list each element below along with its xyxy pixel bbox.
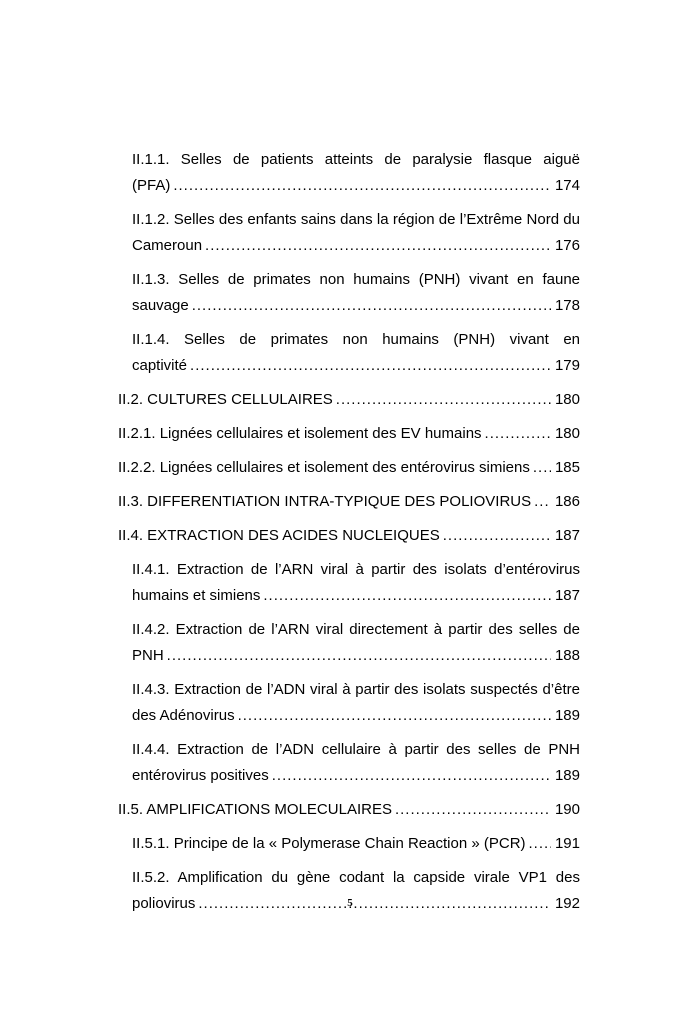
toc-entry-title-cont: Cameroun [132,237,203,254]
toc-entry-page: 180 [554,391,580,408]
toc-entry-title: II.5.2. Amplification du gène codant la capside virale VP1 des [132,869,580,886]
dot-leader [173,173,551,199]
toc-entry[interactable] [118,737,580,789]
toc-entry-title: II.4.2. Extraction de l’ARN viral directement à partir des selles de [132,621,580,638]
dot-leader [272,763,551,789]
toc-entry-title: II.1.1. Selles de patients atteints de paralysie flasque aiguë [132,151,580,168]
toc-entry-page: 189 [554,707,580,724]
toc-entry-page: 185 [554,459,580,476]
toc-entry-title-cont: des Adénovirus [132,707,235,724]
toc-entry[interactable] [118,207,580,259]
toc-entry-title-cont: sauvage [132,297,189,314]
toc-entry-page: 179 [554,357,580,374]
dot-leader [533,455,551,481]
toc-entry[interactable] [118,387,580,413]
dot-leader [443,523,551,549]
toc-entry-title: II.1.4. Selles de primates non humains (PNH) vivant en [132,331,580,348]
toc-entry-title-cont: (PFA) [132,177,171,194]
toc-entry-page: 176 [554,237,580,254]
toc-entry-title: II.5. AMPLIFICATIONS MOLECULAIRES [118,801,392,818]
toc-entry-page: 192 [554,895,580,912]
toc-entry-title-cont: PNH [132,647,164,664]
toc-entry[interactable] [118,677,580,729]
toc-entry[interactable] [118,865,580,917]
dot-leader [190,353,551,379]
toc-entry-title: II.5.1. Principe de la « Polymerase Chain Reaction » (PCR) [132,835,526,852]
toc-entry-page: 174 [554,177,580,194]
toc-entry[interactable] [118,421,580,447]
dot-leader [263,583,551,609]
page-number: 5 [347,897,353,909]
toc-entry-title: II.3. DIFFERENTIATION INTRA-TYPIQUE DES POLIOVIRUS [118,493,532,510]
toc-entry-page: 178 [554,297,580,314]
toc-entry-title-cont: entérovirus positives [132,767,269,784]
toc-entry-title: II.4. EXTRACTION DES ACIDES NUCLEIQUES [118,527,440,544]
toc-entry-title: II.4.1. Extraction de l’ARN viral à partir des isolats d’entérovirus [132,561,580,578]
toc-entry-title-cont: poliovirus [132,895,196,912]
dot-leader [238,703,551,729]
toc-entry[interactable] [118,455,580,481]
dot-leader [529,831,551,857]
toc-entry[interactable] [118,617,580,669]
dot-leader [192,293,551,319]
toc-entry-page: 189 [554,767,580,784]
table-of-contents [118,147,580,925]
toc-entry[interactable] [118,147,580,199]
dot-leader [205,233,551,259]
toc-entry-title: II.2.2. Lignées cellulaires et isolement des entérovirus simiens [118,459,530,476]
toc-entry[interactable] [118,489,580,515]
toc-entry-page: 187 [554,527,580,544]
toc-entry-title: II.2.1. Lignées cellulaires et isolement des EV humains [118,425,482,442]
toc-entry-page: 180 [554,425,580,442]
toc-entry-page: 191 [554,835,580,852]
dot-leader [395,797,551,823]
dot-leader [167,643,551,669]
toc-entry-page: 188 [554,647,580,664]
toc-entry[interactable] [118,523,580,549]
toc-entry-title: II.2. CULTURES CELLULAIRES [118,391,333,408]
toc-entry-page: 186 [554,493,580,510]
toc-entry[interactable] [118,831,580,857]
dot-leader [336,387,551,413]
toc-entry[interactable] [118,267,580,319]
toc-entry-title: II.4.4. Extraction de l’ADN cellulaire à partir des selles de PNH [132,741,580,758]
toc-entry[interactable] [118,797,580,823]
toc-entry-title: II.1.2. Selles des enfants sains dans la région de l’Extrême Nord du [132,211,580,228]
toc-entry-page: 187 [554,587,580,604]
toc-entry[interactable] [118,557,580,609]
toc-entry-title-cont: humains et simiens [132,587,261,604]
toc-entry-title-cont: captivité [132,357,188,374]
toc-entry-page: 190 [554,801,580,818]
dot-leader [485,421,551,447]
toc-entry[interactable] [118,327,580,379]
toc-entry-title: II.4.3. Extraction de l’ADN viral à partir des isolats suspectés d’être [132,681,580,698]
dot-leader [534,489,551,515]
toc-entry-title: II.1.3. Selles de primates non humains (PNH) vivant en faune [132,271,580,288]
